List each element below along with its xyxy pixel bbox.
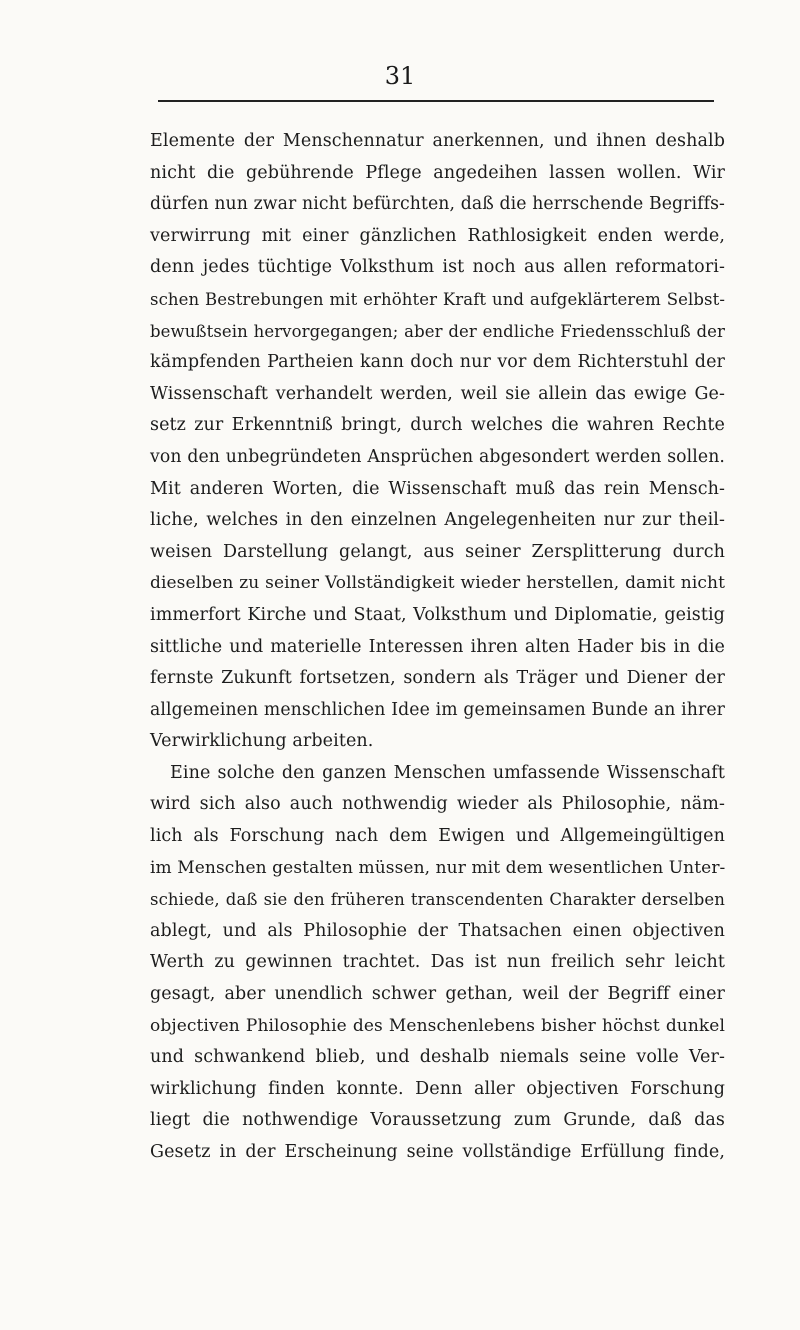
- text-line: von den unbegründeten Ansprüchen abgesondert werden sollen.: [150, 446, 725, 467]
- text-line: gesagt, aber unendlich schwer gethan, weil der Begriff einer: [150, 984, 725, 1005]
- page-number: 31: [384, 62, 416, 90]
- text-line: und schwankend blieb, und deshalb niemals seine volle Ver-: [150, 1047, 725, 1068]
- paragraph-end-line: Verwirklichung arbeiten.: [150, 731, 374, 752]
- body-text: [150, 126, 725, 1169]
- text-line: kämpfenden Partheien kann doch nur vor dem Richterstuhl der: [150, 352, 725, 373]
- text-line: fernste Zukunft fortsetzen, sondern als Träger und Diener der: [150, 668, 725, 689]
- text-line: nicht die gebührende Pflege angedeihen lassen wollen. Wir: [150, 162, 725, 183]
- header-rule: [158, 100, 714, 102]
- text-line: verwirrung mit einer gänzlichen Rathlosigkeit enden werde,: [150, 225, 725, 246]
- text-line: Wissenschaft verhandelt werden, weil sie allein das ewige Ge-: [150, 383, 725, 404]
- paragraph-start-line: Eine solche den ganzen Menschen umfassende Wissenschaft: [170, 762, 725, 783]
- text-line: dieselben zu seiner Vollständigkeit wieder herstellen, damit nicht: [150, 573, 725, 594]
- text-line: sittliche und materielle Interessen ihren alten Hader bis in die: [150, 636, 725, 657]
- text-line: liche, welches in den einzelnen Angelegenheiten nur zur theil-: [150, 510, 725, 531]
- text-line: Werth zu gewinnen trachtet. Das ist nun freilich sehr leicht: [150, 952, 725, 973]
- text-line: schiede, daß sie den früheren transcendenten Charakter derselben: [150, 890, 725, 910]
- text-line: wird sich also auch nothwendig wieder als Philosophie, näm-: [150, 794, 725, 815]
- text-line: lich als Forschung nach dem Ewigen und Allgemeingültigen: [150, 826, 725, 847]
- text-line: bewußtsein hervorgegangen; aber der endliche Friedensschluß der: [150, 321, 725, 341]
- text-line: schen Bestrebungen mit erhöhter Kraft und aufgeklärterem Selbst-: [150, 289, 725, 309]
- text-line: Mit anderen Worten, die Wissenschaft muß das rein Mensch-: [150, 478, 725, 499]
- text-line: objectiven Philosophie des Menschenlebens bisher höchst dunkel: [150, 1015, 725, 1036]
- text-line: Elemente der Menschennatur anerkennen, und ihnen deshalb: [150, 131, 725, 151]
- text-line: dürfen nun zwar nicht befürchten, daß die herrschende Begriffs-: [150, 194, 725, 215]
- text-line: liegt die nothwendige Voraussetzung zum Grunde, daß das: [150, 1110, 725, 1131]
- text-line: Gesetz in der Erscheinung seine vollständige Erfüllung finde,: [150, 1142, 725, 1162]
- text-line: ablegt, und als Philosophie der Thatsachen einen objectiven: [150, 920, 725, 941]
- text-line: weisen Darstellung gelangt, aus seiner Zersplitterung durch: [150, 541, 725, 562]
- text-line: immerfort Kirche und Staat, Volksthum und Diplomatie, geistig: [150, 604, 725, 625]
- text-line: im Menschen gestalten müssen, nur mit dem wesentlichen Unter-: [150, 857, 726, 878]
- text-line: wirklichung finden konnte. Denn aller objectiven Forschung: [150, 1078, 725, 1099]
- text-line: setz zur Erkenntniß bringt, durch welches die wahren Rechte: [150, 415, 725, 436]
- text-line: denn jedes tüchtige Volksthum ist noch aus allen reformatori-: [150, 257, 725, 278]
- text-line: allgemeinen menschlichen Idee im gemeinsamen Bunde an ihrer: [150, 699, 725, 720]
